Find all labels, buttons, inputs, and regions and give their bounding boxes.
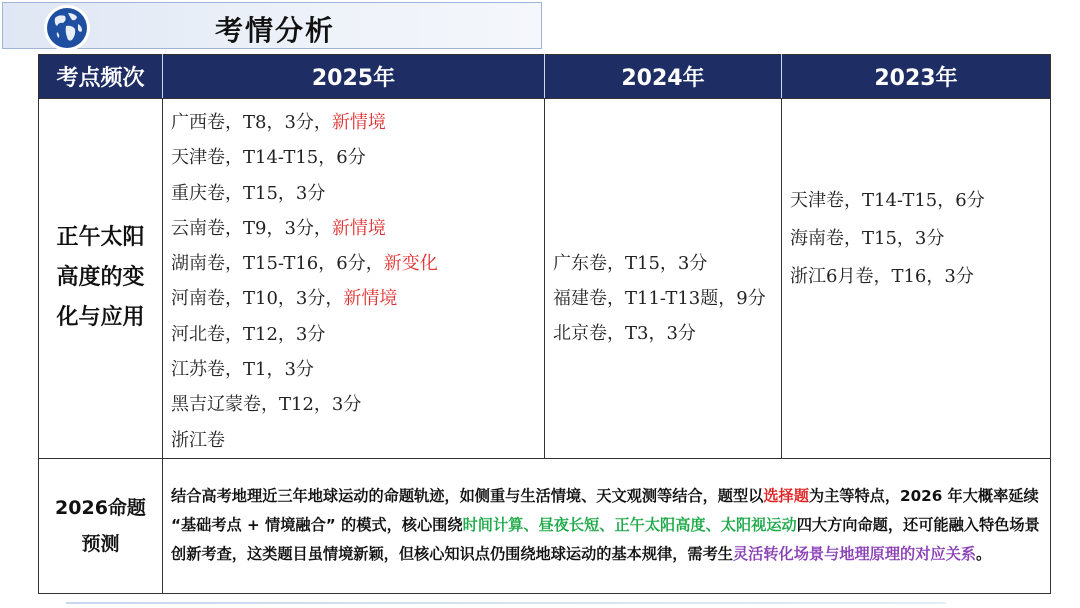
- topic-line: 高度的变: [56, 265, 145, 291]
- list-item: 黑吉辽蒙卷，T12，3分: [171, 394, 362, 416]
- highlight-choice-question: 选择题: [763, 487, 809, 506]
- list-item: 湖南卷，T15-T16，6分，新变化: [171, 253, 438, 275]
- list-item: 广西卷，T8，3分，新情境: [171, 112, 386, 133]
- list-item: 天津卷，T14-T15，6分: [790, 189, 985, 211]
- list-item: 海南卷，T15，3分: [790, 227, 945, 249]
- table-header-row: [39, 55, 1051, 99]
- list-item: 河南卷，T10，3分，新情境: [171, 288, 398, 310]
- globe-icon: [43, 4, 91, 52]
- table-row: [39, 99, 1051, 459]
- list-item: 浙江6月卷，T16，3分: [790, 266, 974, 288]
- list-item: 浙江卷: [171, 429, 225, 451]
- list-item: 广东卷，T15，3分: [553, 252, 708, 274]
- tag-new-change: 新变化: [383, 253, 438, 275]
- list-item: 河北卷，T12，3分: [171, 323, 326, 345]
- topic-cell: [39, 99, 163, 459]
- tag-new-context: 新情境: [331, 217, 386, 239]
- tag-new-context: 新情境: [343, 288, 398, 310]
- cell-2025: [163, 99, 545, 459]
- highlight-scene-conversion: 灵活转化场景与地理原理的对应关系: [732, 545, 976, 564]
- exam-analysis-table: [38, 54, 1051, 594]
- header-year-2024: 2024年: [545, 55, 782, 99]
- list-item: 云南卷，T9，3分，新情境: [171, 217, 386, 239]
- topic-line: 化与应用: [56, 305, 145, 331]
- cell-2023: [782, 99, 1051, 459]
- header-year-2025: 2025年: [163, 55, 545, 99]
- topic-line: 正午太阳: [56, 225, 145, 251]
- list-item: 福建卷，T11-T13题，9分: [553, 287, 766, 309]
- prediction-label: 2026命题 预测: [39, 458, 163, 593]
- bottom-decoration-line: [66, 602, 946, 604]
- list-item: 北京卷，T3，3分: [553, 322, 696, 344]
- header-banner: [2, 2, 542, 49]
- list-item: 江苏卷，T1，3分: [171, 359, 314, 381]
- prediction-text: 结合高考地理近三年地球运动的命题轨迹，如侧重与生活情境、天文观测等结合，题型以选择题为主等特点，2026 年大概率延续 “基础考点 + 情境融合” 的模式，核心围绕时间计算、昼夜长短、正午太阳高度、太阳视运动四大方向命题，还可能融入特色场景创新考查，这类题目虽情境新颖，但核心知识点仍围绕地球运动的基本规律，需考生灵活转化场景与地理原理的对应关系。: [163, 458, 1051, 593]
- cell-2024: [545, 99, 782, 459]
- header-topic-frequency: 考点频次: [39, 55, 163, 99]
- page-title: 考情分析: [215, 14, 336, 47]
- list-item: 重庆卷，T15，3分: [171, 182, 326, 204]
- highlight-core-directions: 时间计算、昼夜长短、正午太阳高度、太阳视运动: [462, 516, 797, 535]
- header-year-2023: 2023年: [782, 55, 1051, 99]
- table-row-prediction: [39, 458, 1051, 593]
- tag-new-context: 新情境: [331, 112, 386, 133]
- list-item: 天津卷，T14-T15，6分: [171, 147, 366, 169]
